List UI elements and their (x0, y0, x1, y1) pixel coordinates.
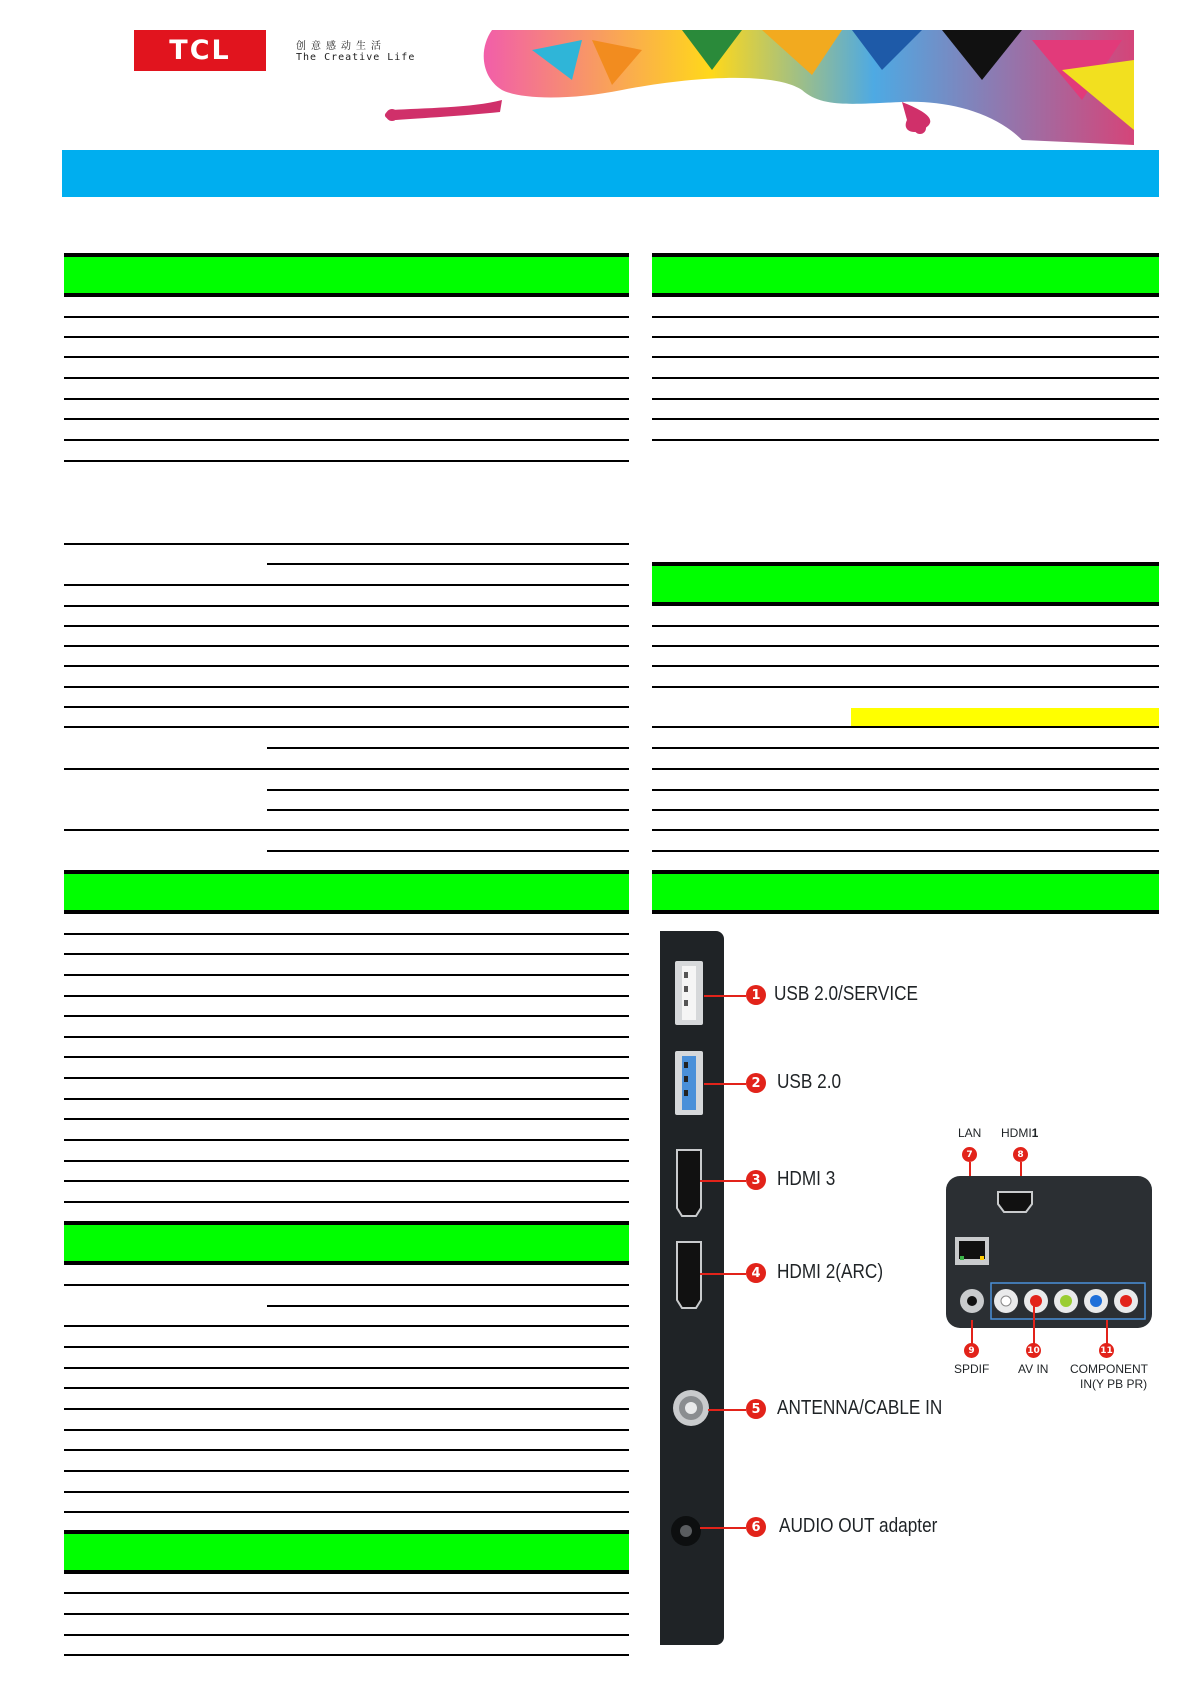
table-row (267, 1305, 629, 1307)
table-row (652, 850, 1159, 852)
table-row (64, 1284, 629, 1286)
table-row (64, 1387, 629, 1389)
port-number-badge: 8 (1013, 1147, 1028, 1162)
antenna-port-icon (671, 1388, 711, 1428)
title-banner (62, 150, 1159, 197)
port-number-badge: 3 (746, 1170, 766, 1190)
port-leader-line (1106, 1320, 1108, 1344)
table-row (64, 1408, 629, 1410)
table-row (652, 625, 1159, 627)
table-row (64, 1634, 629, 1636)
table-row (267, 747, 629, 749)
section-header (652, 562, 1159, 606)
table-row (652, 439, 1159, 441)
port-label: HDMI 3 (777, 1168, 836, 1190)
table-row (64, 1015, 629, 1017)
table-row (64, 1180, 629, 1182)
table-row (64, 1160, 629, 1162)
table-row (64, 1654, 629, 1656)
table-row (64, 1429, 629, 1431)
table-row (652, 809, 1159, 811)
port-leader-line (700, 1527, 746, 1529)
port-number-badge: 5 (746, 1399, 766, 1419)
table-row (64, 933, 629, 935)
table-row (64, 543, 629, 545)
highlight-bar (851, 708, 1159, 727)
table-row (267, 809, 629, 811)
table-row (64, 995, 629, 997)
table-row (64, 645, 629, 647)
table-row (652, 726, 1159, 728)
table-row (64, 706, 629, 708)
port-number-badge: 11 (1099, 1343, 1114, 1358)
port-leader-line (971, 1320, 973, 1344)
port-number-badge: 1 (746, 985, 766, 1005)
table-row (64, 1077, 629, 1079)
section-header (652, 870, 1159, 914)
table-row (64, 625, 629, 627)
table-row (64, 726, 629, 728)
port-label: AUDIO OUT adapter (779, 1515, 938, 1537)
port-leader-line (704, 995, 746, 997)
port-leader-line (700, 1180, 746, 1182)
port-leader-line (704, 1083, 746, 1085)
table-row (64, 1056, 629, 1058)
section-header (652, 253, 1159, 297)
hdmi-3-port-icon (674, 1148, 704, 1218)
table-row (64, 1511, 629, 1513)
table-row (64, 1346, 629, 1348)
lan-port-icon (954, 1236, 990, 1266)
table-row (64, 953, 629, 955)
table-row (64, 768, 629, 770)
table-row (64, 1139, 629, 1141)
table-row (64, 356, 629, 358)
table-row (64, 1470, 629, 1472)
port-number-badge: 4 (746, 1263, 766, 1283)
port-number-badge: 6 (746, 1517, 766, 1537)
table-row (64, 605, 629, 607)
section-header (64, 253, 629, 297)
port-leader-line (1033, 1300, 1035, 1344)
table-row (64, 665, 629, 667)
component-label: COMPONENT (1070, 1362, 1148, 1376)
table-row (64, 316, 629, 318)
table-row (652, 377, 1159, 379)
table-row (652, 418, 1159, 420)
table-row (652, 398, 1159, 400)
rca-jack-row (956, 1282, 1146, 1320)
port-number-badge: 2 (746, 1073, 766, 1093)
table-row (652, 665, 1159, 667)
table-row (267, 563, 629, 565)
table-row (267, 789, 629, 791)
table-row (64, 1036, 629, 1038)
table-row (64, 829, 629, 831)
section-header (64, 1221, 629, 1265)
section-header (64, 870, 629, 914)
table-row (652, 336, 1159, 338)
table-row (64, 398, 629, 400)
port-number-badge: 9 (964, 1343, 979, 1358)
table-row (64, 1592, 629, 1594)
table-row (64, 1098, 629, 1100)
table-row (64, 974, 629, 976)
port-leader-line (700, 1273, 746, 1275)
hdmi-1-port-icon (996, 1190, 1034, 1214)
table-row (64, 1325, 629, 1327)
port-label: USB 2.0 (777, 1071, 842, 1093)
hdmi-1-label: HDMI1 (1001, 1126, 1039, 1140)
table-row (64, 460, 629, 462)
table-row (64, 686, 629, 688)
table-row (652, 747, 1159, 749)
table-row (652, 686, 1159, 688)
table-row (652, 645, 1159, 647)
table-row (64, 1491, 629, 1493)
port-number-badge: 7 (962, 1147, 977, 1162)
table-row (652, 316, 1159, 318)
usb-port-icon (674, 1050, 704, 1116)
table-row (652, 789, 1159, 791)
lan-label: LAN (958, 1126, 982, 1140)
port-label: ANTENNA/CABLE IN (777, 1397, 943, 1419)
component-sub-label: IN(Y PB PR) (1080, 1377, 1148, 1391)
header-artwork (382, 30, 1134, 145)
table-row (64, 1201, 629, 1203)
port-label: USB 2.0/SERVICE (774, 983, 919, 1005)
table-row (64, 439, 629, 441)
port-number-badge: 10 (1026, 1343, 1041, 1358)
table-row (64, 1367, 629, 1369)
port-leader-line (708, 1409, 746, 1411)
table-row (652, 768, 1159, 770)
table-row (267, 850, 629, 852)
usb-service-port-icon (674, 960, 704, 1026)
table-row (652, 356, 1159, 358)
table-row (652, 829, 1159, 831)
spdif-label: SPDIF (954, 1362, 990, 1376)
port-label: HDMI 2(ARC) (777, 1261, 884, 1283)
table-row (64, 1449, 629, 1451)
tcl-logo: TCL (134, 30, 266, 71)
table-row (64, 336, 629, 338)
table-row (64, 1613, 629, 1615)
table-row (64, 418, 629, 420)
tagline-chinese: 创意感动生活 (296, 41, 386, 52)
audio-out-port-icon (668, 1513, 704, 1549)
table-row (64, 584, 629, 586)
table-row (64, 1118, 629, 1120)
section-header (64, 1530, 629, 1574)
tagline-english: The Creative Life (296, 52, 416, 63)
hdmi-2-arc-port-icon (674, 1240, 704, 1310)
table-row (64, 377, 629, 379)
av-in-label: AV IN (1018, 1362, 1049, 1376)
